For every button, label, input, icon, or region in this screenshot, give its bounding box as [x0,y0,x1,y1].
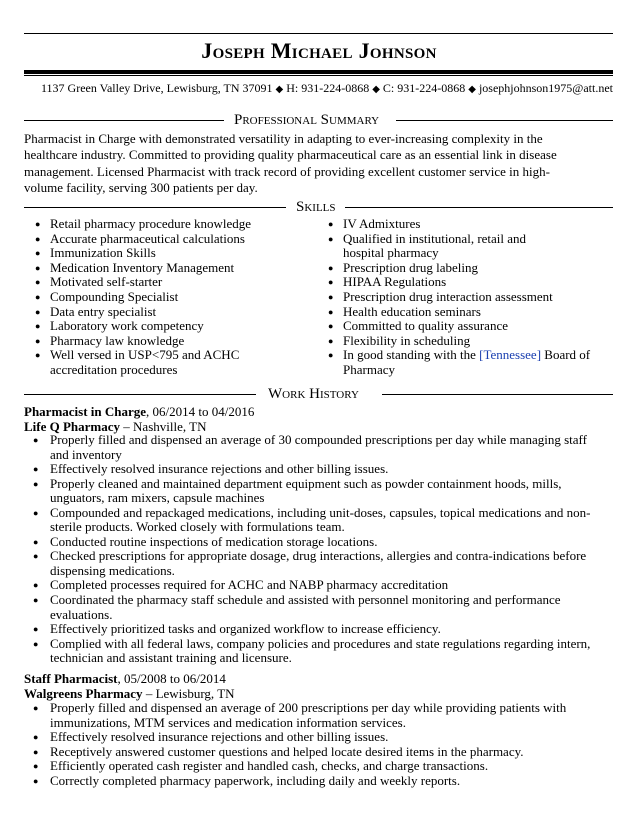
job-dates: , 06/2014 to 04/2016 [146,404,255,419]
skill-item: ● Compounding Specialist [30,290,270,305]
skill-item: ● IV Admixtures [323,217,608,232]
employer-location: – Nashville, TN [120,419,207,434]
duty-item: ● Effectively resolved insurance rejections and other billing issues. [30,462,605,477]
separator-icon: ◆ [372,84,380,95]
skill-item: ● In good standing with the [Tennessee] Board of Pharmacy [323,348,608,377]
candidate-name: Joseph Michael Johnson [201,38,437,63]
skill-item: ● Prescription drug interaction assessment [323,290,608,305]
skill-item: ● Motivated self-starter [30,275,270,290]
header-thin-rule [24,75,613,76]
duties-list [30,701,605,788]
duty-item: ● Compounded and repackaged medications, including unit-doses, capsules, topical medications and non-sterile products. Worked closely with formulations team. [30,506,605,535]
skill-item: ● Qualified in institutional, retail and hospital pharmacy [323,232,608,261]
header-thick-rule [24,70,613,74]
skill-item: ● Health education seminars [323,305,608,320]
address: 1137 Green Valley Drive, Lewisburg, TN 37091 [40,81,273,95]
skill-item: ● Laboratory work competency [30,319,270,334]
duty-item: ● Effectively prioritized tasks and organized workflow to increase efficiency. [30,622,605,637]
job-title-line [24,671,226,687]
job-dates: , 05/2008 to 06/2014 [117,671,226,686]
skill-item: ● Immunization Skills [30,246,270,261]
duty-item: ● Properly filled and dispensed an average of 30 compounded prescriptions per day while managing staff and inventory [30,433,605,462]
skill-item: ● Accurate pharmaceutical calculations [30,232,270,247]
skill-item: ● Well versed in USP<795 and ACHC accreditation procedures [30,348,270,377]
duty-item: ● Completed processes required for ACHC and NABP pharmacy accreditation [30,578,605,593]
skill-item: ● Prescription drug labeling [323,261,608,276]
job-title-line [24,404,254,420]
separator-icon: ◆ [275,84,284,95]
duty-item: ● Coordinated the pharmacy staff schedule and assisted with personnel monitoring and performance evaluations. [30,593,605,622]
skills-list-right [323,217,608,378]
home-phone: H: 931-224-0868 [286,81,370,95]
skill-item: ● HIPAA Regulations [323,275,608,290]
duty-item: ● Conducted routine inspections of medication storage locations. [30,535,605,550]
cell-phone: C: 931-224-0868 [382,81,466,95]
job-title: Staff Pharmacist [24,671,118,686]
job-title: Pharmacist in Charge [24,404,147,419]
duty-item: ● Properly filled and dispensed an average of 200 prescriptions per day while providing patients with immunizations, MTM services and medication information services. [30,701,605,730]
work-history-heading: Work History [268,386,359,402]
duty-item: ● Properly cleaned and maintained department equipment such as powder containment hoods, mills, unguators, ram mixers, capsule machines [30,477,605,506]
duty-item: ● Receptively answered customer questions and helped locate desired items in the pharmacy. [30,745,605,760]
employer-name: Life Q Pharmacy [24,419,121,434]
contact-line [24,81,613,97]
email-link[interactable]: josephjohnson1975@att.net [478,81,613,95]
skill-item: ● Retail pharmacy procedure knowledge [30,217,270,232]
employer-name: Walgreens Pharmacy [24,686,143,701]
skills-heading: Skills [296,199,336,215]
duties-list [30,433,605,666]
skill-item: ● Flexibility in scheduling [323,334,608,349]
state-link[interactable]: [Tennessee] [479,347,542,363]
summary-section-heading [24,111,613,129]
separator-icon: ◆ [468,84,476,95]
summary-text: Pharmacist in Charge with demonstrated versatility in adapting to ever-increasing complexity in the healthcare industry. Committed to providing quality pharmaceutical care as an essential link in disease management. Licensed Pharmacist with track record of providing excellent customer service in high-volume facility, serving 300 patients per day. [24,131,557,195]
skills-section-heading [24,198,613,216]
skill-item: ● Pharmacy law knowledge [30,334,270,349]
employer-location: – Lewisburg, TN [142,686,235,701]
duty-item: ● Efficiently operated cash register and handled cash, checks, and charge transactions. [30,759,605,774]
work-history-section-heading [24,385,613,403]
duty-item: ● Effectively resolved insurance rejections and other billing issues. [30,730,605,745]
skill-item: ● Medication Inventory Management [30,261,270,276]
top-rule [24,33,613,34]
skills-list-left [30,217,270,378]
summary-heading: Professional Summary [234,112,380,128]
duty-item: ● Complied with all federal laws, company policies and procedures and state regulations regarding intern, technician and assistant training and licensure. [30,637,605,666]
skill-item: ● Data entry specialist [30,305,270,320]
duty-item: ● Checked prescriptions for appropriate dosage, drug interactions, allergies and contra-indications before dispensing medications. [30,549,605,578]
duty-item: ● Correctly completed pharmacy paperwork, including daily and weekly reports. [30,774,605,789]
skill-item: ● Committed to quality assurance [323,319,608,334]
